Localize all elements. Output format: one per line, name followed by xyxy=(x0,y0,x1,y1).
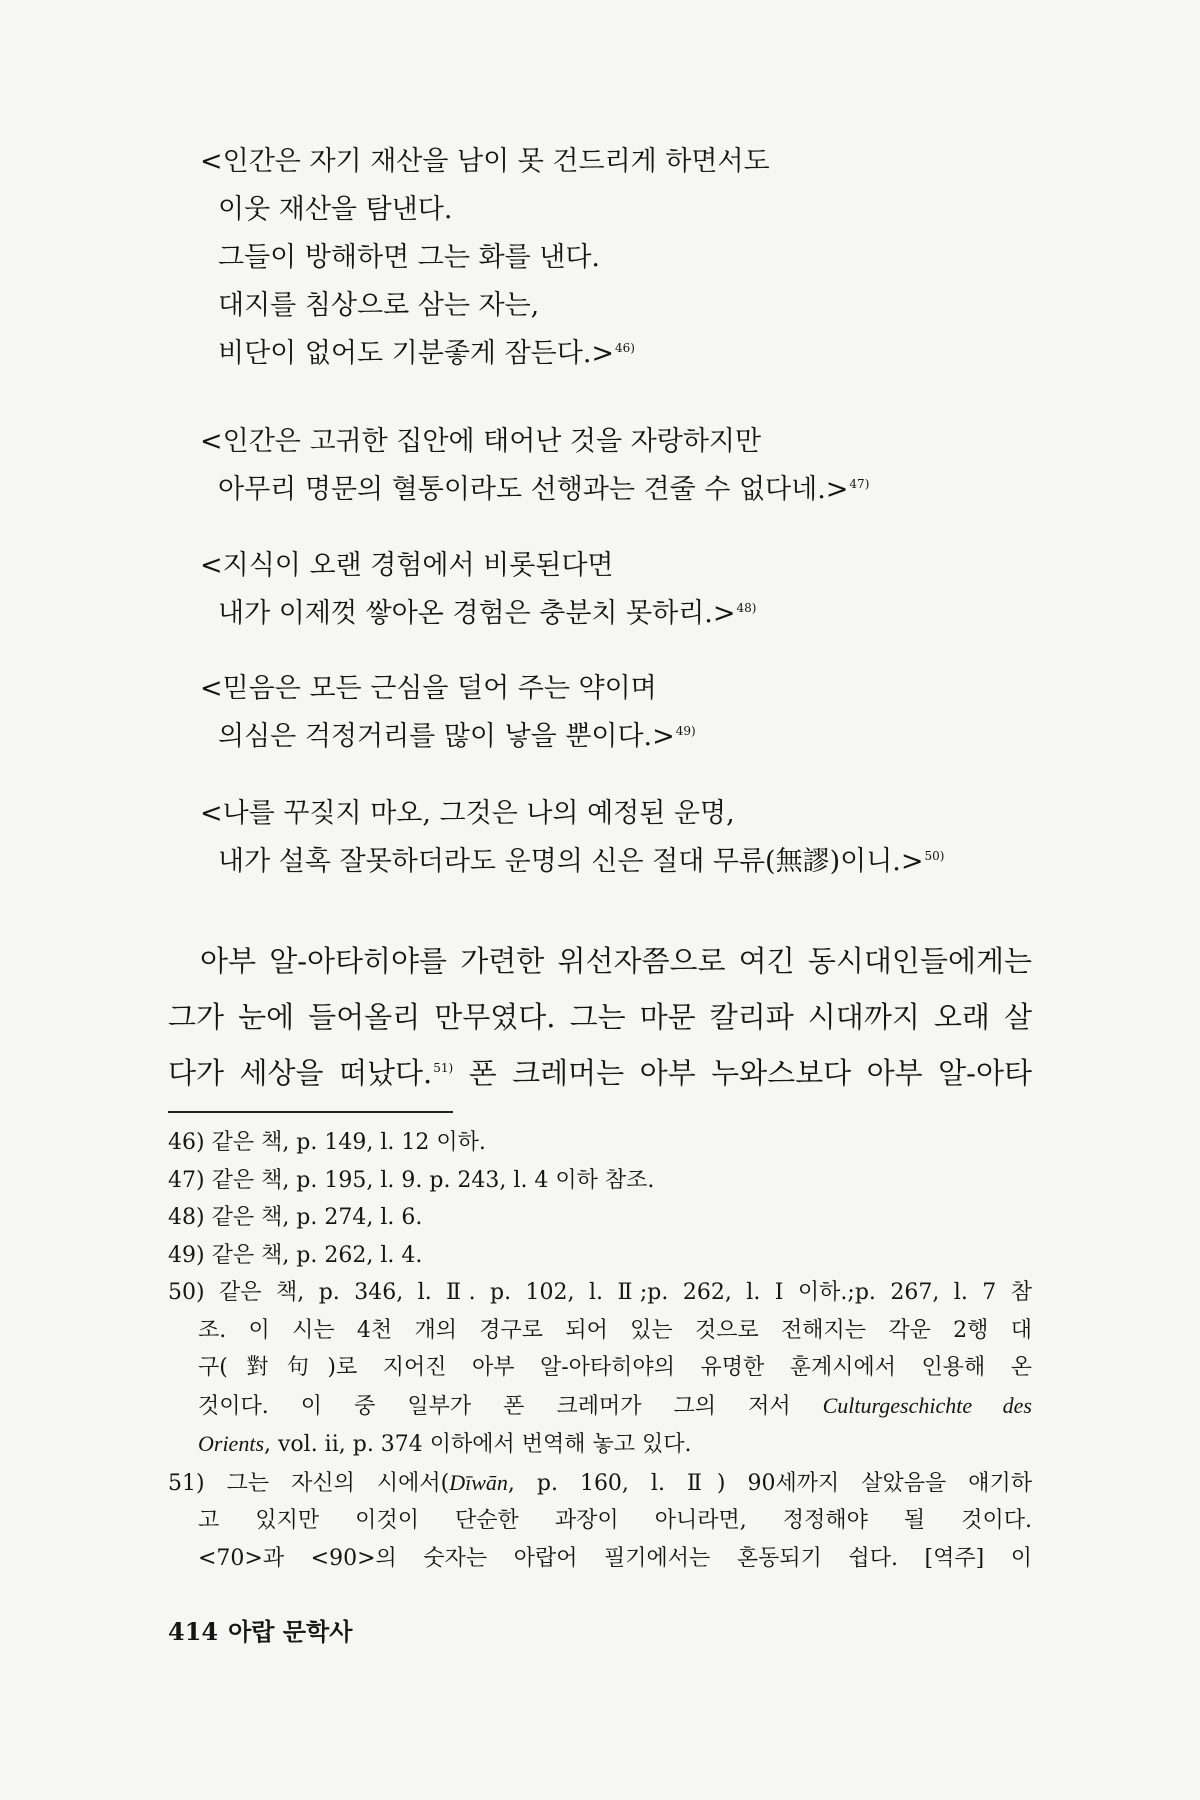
footnote-46: 46) 같은 책, p. 149, l. 12 이하. xyxy=(168,1130,486,1155)
poem-line: 그들이 방해하면 그는 화를 낸다. xyxy=(218,242,600,273)
footnote-line xyxy=(168,1425,1032,1464)
body-line-text: 폰 크레머는 아부 누와스보다 아부 알-아타 xyxy=(453,1056,1032,1090)
footnote-ref: 47) xyxy=(849,477,870,491)
body-line xyxy=(168,1045,1032,1101)
running-title: 아랍 문학사 xyxy=(228,1617,353,1646)
footnote-text: 것이다. 이 중 일부가 폰 크레머가 그의 저서 xyxy=(198,1393,823,1419)
poem-line xyxy=(200,590,1060,638)
page-footer xyxy=(168,1612,362,1647)
diwan-italic: Dīwān xyxy=(449,1469,508,1495)
body-line: 그가 눈에 들어올리 만무였다. 그는 마문 칼리파 시대까지 오래 살 xyxy=(168,1000,1032,1034)
poem-line xyxy=(200,713,1060,761)
book-title-italic: Culturgeschichte des xyxy=(822,1392,1032,1418)
footnote-ref: 46) xyxy=(615,341,635,355)
book-title-italic: Orients xyxy=(198,1431,264,1456)
footnote-ref: 51) xyxy=(433,1061,454,1076)
body-line: 아부 알-아타히야를 가련한 위선자쯤으로 여긴 동시대인들에게는 xyxy=(200,944,1032,978)
poem-line: <나를 꾸짖지 마오, 그것은 나의 예정된 운명, xyxy=(200,798,735,829)
footnote-ref: 50) xyxy=(924,849,945,863)
footnote-line: <70>과 <90>의 숫자는 아랍어 필기에서는 혼동되기 쉽다. [역주] 이 xyxy=(198,1545,1032,1571)
footnote-line: 조. 이 시는 4천 개의 경구로 되어 있는 것으로 전해지는 각운 2행 대 xyxy=(198,1317,1032,1343)
footnote-line xyxy=(168,1387,1032,1426)
footnote-line: 구(對句)로 지어진 아부 알-아타히야의 유명한 훈계시에서 인용해 온 xyxy=(198,1355,1032,1380)
poem-line-text: 내가 이제껏 쌓아온 경험은 충분치 못하리.> xyxy=(218,598,736,629)
footnote-48: 48) 같은 책, p. 274, l. 6. xyxy=(168,1205,423,1230)
footnote-49: 49) 같은 책, p. 262, l. 4. xyxy=(168,1242,423,1268)
footnote-51 xyxy=(168,1464,1032,1578)
page-number: 414 xyxy=(168,1617,219,1646)
footnote-text: , vol. ii, p. 374 이하에서 번역해 놓고 있다. xyxy=(264,1432,692,1457)
footnote-line: 고 있지만 이것이 단순한 과장이 아니라면, 정정해야 될 것이다. xyxy=(198,1508,1032,1533)
footnote-line: 50) 같은 책, p. 346, l. Ⅱ. p. 102, l. Ⅱ;p. 262, l. I 이하.;p. 267, l. 7 참 xyxy=(168,1280,1032,1305)
poem-stanza xyxy=(200,418,1060,514)
poem-line-text: 내가 설혹 잘못하더라도 운명의 신은 절대 무류(無謬)이니.> xyxy=(218,846,924,877)
footnote-50 xyxy=(168,1274,1032,1464)
body-paragraph xyxy=(168,933,1032,1101)
poem-stanza xyxy=(200,665,1060,761)
poem-stanza xyxy=(200,542,1060,638)
footnote-divider xyxy=(168,1111,453,1113)
poem-line-text: 아무리 명문의 혈통이라도 선행과는 견줄 수 없다네.> xyxy=(218,474,849,505)
poem-line-text: 의심은 걱정거리를 많이 낳을 뿐이다.> xyxy=(218,721,675,752)
poem-line xyxy=(200,466,1060,514)
body-line-text: 다가 세상을 떠났다. xyxy=(168,1056,433,1090)
poem-line: 이웃 재산을 탐낸다. xyxy=(218,194,453,225)
footnote-text: 51) 그는 자신의 시에서( xyxy=(168,1470,450,1496)
poem-line: <지식이 오랜 경험에서 비롯된다면 xyxy=(200,550,614,581)
poem-line xyxy=(200,838,1060,886)
poem-line: 대지를 침상으로 삼는 자는, xyxy=(218,290,540,321)
footnote-47: 47) 같은 책, p. 195, l. 9. p. 243, l. 4 이하 참조. xyxy=(168,1167,655,1193)
footnote-ref: 49) xyxy=(675,724,696,738)
poem-line: <인간은 자기 재산을 남이 못 건드리게 하면서도 xyxy=(200,146,770,177)
footnote-ref: 48) xyxy=(736,601,757,615)
footnotes xyxy=(168,1124,1032,1577)
poem-stanza xyxy=(200,790,1060,886)
footnote-line xyxy=(168,1464,1032,1503)
poem-line: <믿음은 모든 근심을 덜어 주는 약이며 xyxy=(200,673,657,704)
poem-line: <인간은 고귀한 집안에 태어난 것을 자랑하지만 xyxy=(200,426,762,457)
poem-line-text: 비단이 없어도 기분좋게 잠든다.> xyxy=(218,338,615,369)
poem-line xyxy=(200,330,1060,378)
footnote-text: , p. 160, l. Ⅱ) 90세까지 살았음을 얘기하 xyxy=(507,1470,1033,1496)
poem-stanza xyxy=(200,138,1060,378)
